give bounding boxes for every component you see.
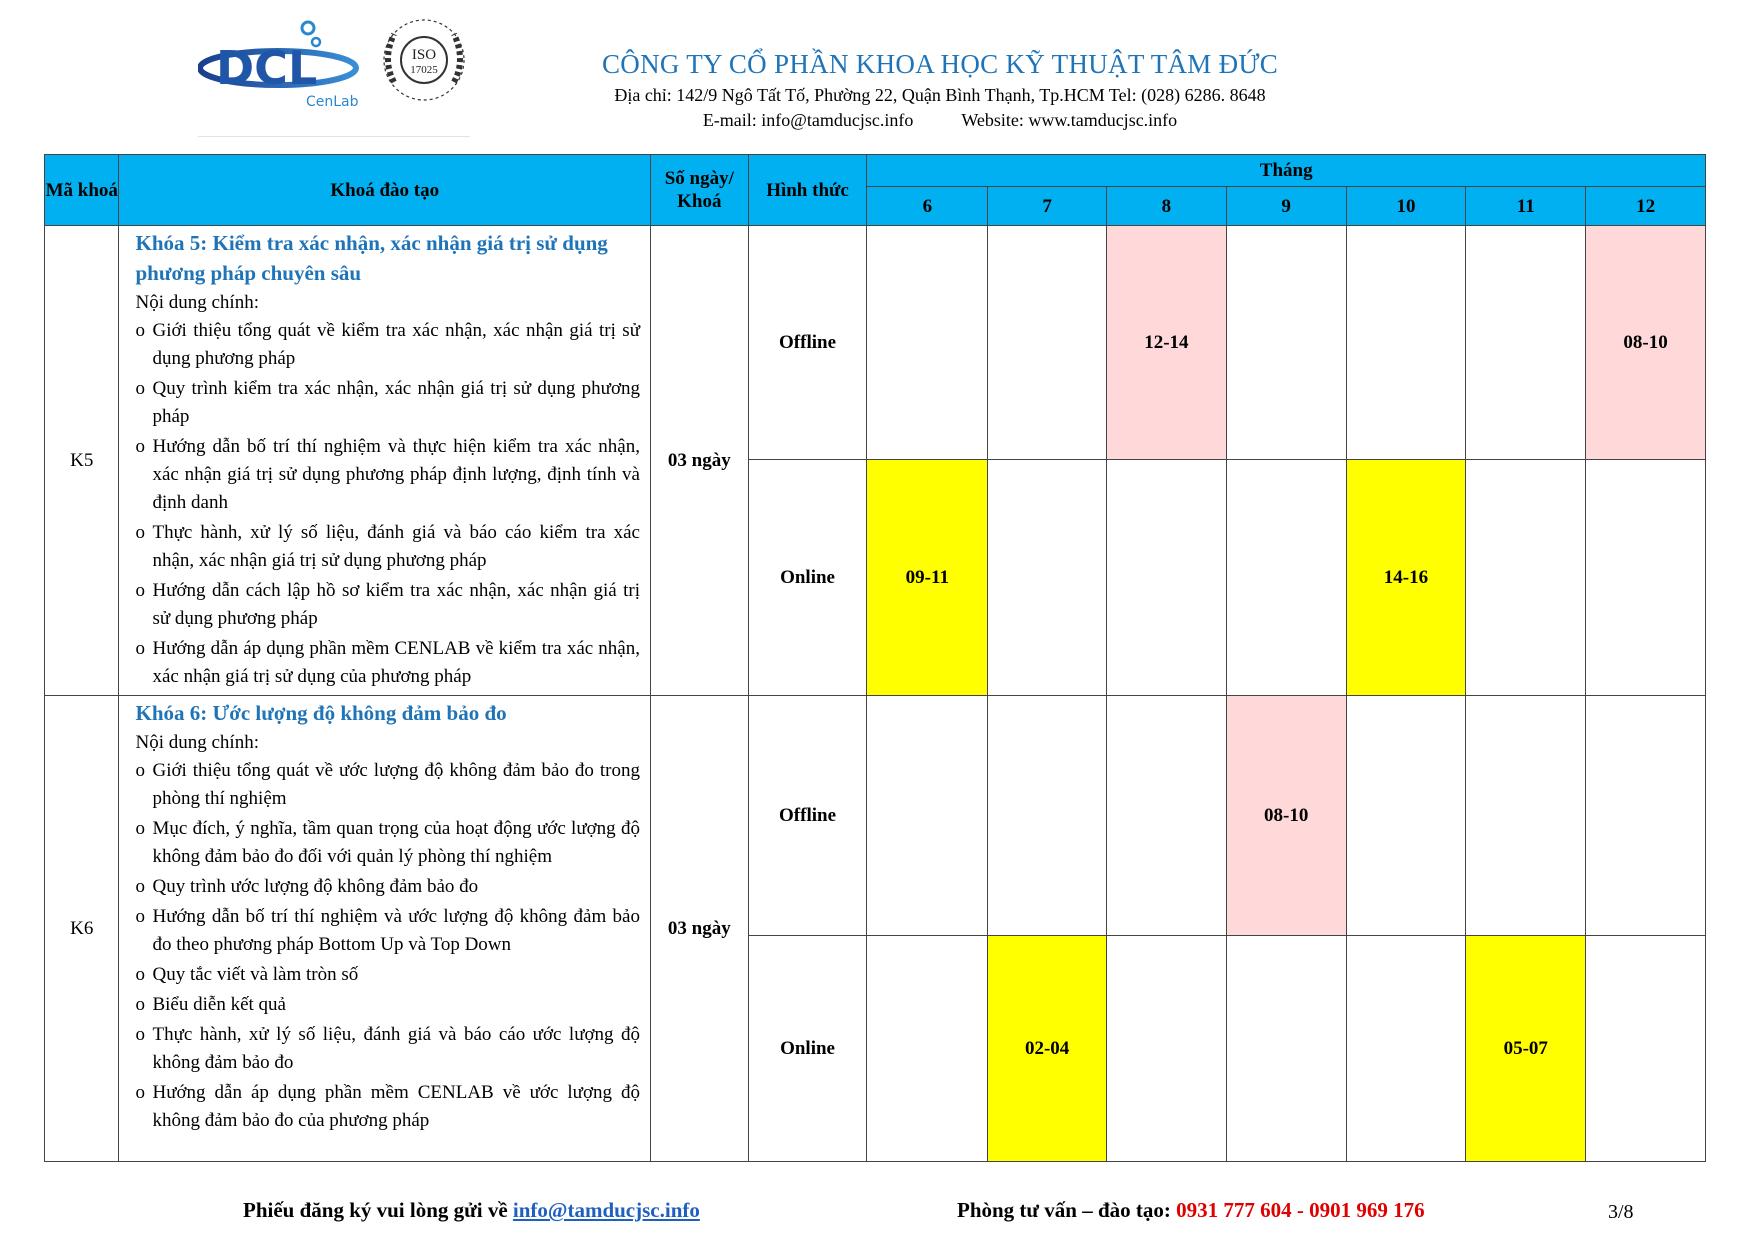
- schedule-cell: [1346, 696, 1466, 936]
- header-course-name: Khoá đào tạo: [119, 155, 651, 226]
- footer-email-link[interactable]: info@tamducjsc.info: [512, 1198, 700, 1222]
- company-address: Địa chỉ: 142/9 Ngô Tất Tố, Phường 22, Quận Bình Thạnh, Tp.HCM Tel: (028) 6286. 8648: [614, 85, 1266, 105]
- schedule-cell: [867, 226, 988, 460]
- schedule-cell-highlighted: 09-11: [867, 460, 988, 696]
- schedule-cell-highlighted: 05-07: [1466, 936, 1586, 1162]
- schedule-cell: [1586, 936, 1706, 1162]
- footer-register-text: Phiếu đăng ký vui lòng gửi về: [243, 1198, 508, 1222]
- schedule-cell: [1346, 226, 1466, 460]
- list-item: o Biểu diễn kết quả: [135, 991, 640, 1019]
- course-days: 03 ngày: [651, 696, 749, 1162]
- footer-register: [243, 1196, 700, 1224]
- company-name: CÔNG TY CỔ PHẦN KHOA HỌC KỸ THUẬT TÂM ĐỨC: [601, 49, 1279, 79]
- iso-seal-icon: [384, 20, 464, 100]
- header-month: 11: [1466, 187, 1586, 226]
- course-title: Khóa 5: Kiểm tra xác nhận, xác nhận giá trị sử dụng phương pháp chuyên sâu: [135, 231, 608, 285]
- form-offline: Offline: [748, 696, 867, 936]
- header-month: 9: [1226, 187, 1346, 226]
- list-item: o Hướng dẫn áp dụng phần mềm CENLAB về ước lượng độ không đảm bảo đo của phương pháp: [135, 1079, 640, 1135]
- schedule-cell: [1466, 696, 1586, 936]
- company-logo: [198, 16, 468, 116]
- header-course-code: Mã khoá: [45, 155, 119, 226]
- schedule-cell: [1107, 696, 1227, 936]
- course-description: [119, 226, 651, 696]
- schedule-cell: [867, 936, 988, 1162]
- header-days: Số ngày/ Khoá: [651, 155, 749, 226]
- course-content-list: [135, 757, 640, 1135]
- schedule-cell: [1107, 936, 1227, 1162]
- schedule-cell-highlighted: 08-10: [1226, 696, 1346, 936]
- course-code: K6: [45, 696, 119, 1162]
- schedule-cell: [1226, 460, 1346, 696]
- schedule-cell: [1107, 460, 1227, 696]
- list-item: o Quy trình kiểm tra xác nhận, xác nhận giá trị sử dụng phương pháp: [135, 375, 640, 431]
- iso-text: ISO: [411, 47, 437, 63]
- schedule-cell: [1226, 226, 1346, 460]
- training-schedule-table: [44, 154, 1706, 1162]
- schedule-cell: [1466, 226, 1586, 460]
- list-item: o Thực hành, xử lý số liệu, đánh giá và báo cáo kiểm tra xác nhận, xác nhận giá trị sử dụng phương pháp: [135, 519, 640, 575]
- header-month: 8: [1107, 187, 1227, 226]
- header-month: 10: [1346, 187, 1466, 226]
- page-number: 3/8: [1608, 1201, 1634, 1223]
- list-item: o Hướng dẫn bố trí thí nghiệm và ước lượng độ không đảm bảo đo theo phương pháp Bottom Up và Top Down: [135, 903, 640, 959]
- header-month-group: Tháng: [867, 155, 1706, 187]
- logo-subtext: CenLab: [306, 94, 359, 110]
- table-row: [45, 696, 1706, 936]
- list-item: o Hướng dẫn bố trí thí nghiệm và thực hiện kiểm tra xác nhận, xác nhận giá trị sử dụng phương pháp định lượng, định tính và định danh: [135, 433, 640, 517]
- schedule-cell: [1586, 696, 1706, 936]
- footer-consult-label: Phòng tư vấn – đào tạo:: [957, 1198, 1171, 1222]
- list-item: o Quy tắc viết và làm tròn số: [135, 961, 640, 989]
- header-month: 12: [1586, 187, 1706, 226]
- list-item: o Hướng dẫn cách lập hồ sơ kiểm tra xác nhận, xác nhận giá trị sử dụng phương pháp: [135, 577, 640, 633]
- list-item: o Giới thiệu tổng quát về kiểm tra xác nhận, xác nhận giá trị sử dụng phương pháp: [135, 317, 640, 373]
- schedule-cell-highlighted: 02-04: [988, 936, 1107, 1162]
- table-row: [45, 226, 1706, 460]
- course-code: K5: [45, 226, 119, 696]
- header-form: Hình thức: [748, 155, 867, 226]
- course-description: [119, 696, 651, 1162]
- list-item: o Hướng dẫn áp dụng phần mềm CENLAB về kiểm tra xác nhận, xác nhận giá trị sử dụng của phương pháp: [135, 635, 640, 691]
- course-title: Khóa 6: Ước lượng độ không đảm bảo đo: [135, 701, 507, 725]
- course-content-label: Nội dung chính:: [135, 292, 259, 313]
- schedule-cell: [988, 226, 1107, 460]
- form-offline: Offline: [748, 226, 867, 460]
- schedule-cell: [1226, 936, 1346, 1162]
- schedule-cell: [1466, 460, 1586, 696]
- header-month: 6: [867, 187, 988, 226]
- schedule-cell: [1586, 460, 1706, 696]
- footer-consult: [957, 1196, 1425, 1224]
- footer-phones: 0931 777 604 - 0901 969 176: [1176, 1198, 1425, 1222]
- course-days: 03 ngày: [651, 226, 749, 696]
- form-online: Online: [748, 936, 867, 1162]
- header-divider: [198, 136, 470, 137]
- list-item: o Mục đích, ý nghĩa, tầm quan trọng của hoạt động ước lượng độ không đảm bảo đo đối với quản lý phòng thí nghiệm: [135, 815, 640, 871]
- schedule-cell-highlighted: 08-10: [1586, 226, 1706, 460]
- schedule-cell: [867, 696, 988, 936]
- schedule-cell-highlighted: 14-16: [1346, 460, 1466, 696]
- company-email: E-mail: info@tamducjsc.info: [702, 110, 914, 130]
- header-month: 7: [988, 187, 1107, 226]
- schedule-cell: [1346, 936, 1466, 1162]
- list-item: o Giới thiệu tổng quát về ước lượng độ không đảm bảo đo trong phòng thí nghiệm: [135, 757, 640, 813]
- iso-number: 17025: [410, 64, 438, 76]
- cenlab-logo-icon: [198, 16, 468, 116]
- course-content-label: Nội dung chính:: [135, 732, 259, 753]
- list-item: o Thực hành, xử lý số liệu, đánh giá và báo cáo ước lượng độ không đảm bảo đo: [135, 1021, 640, 1077]
- schedule-cell: [988, 460, 1107, 696]
- company-contact: [560, 108, 1320, 133]
- company-info: [560, 48, 1320, 133]
- schedule-cell-highlighted: 12-14: [1107, 226, 1227, 460]
- schedule-cell: [988, 696, 1107, 936]
- company-website: Website: www.tamducjsc.info: [961, 110, 1178, 130]
- form-online: Online: [748, 460, 867, 696]
- course-content-list: [135, 317, 640, 691]
- list-item: o Quy trình ước lượng độ không đảm bảo đo: [135, 873, 640, 901]
- logo-text: DCL: [216, 41, 318, 95]
